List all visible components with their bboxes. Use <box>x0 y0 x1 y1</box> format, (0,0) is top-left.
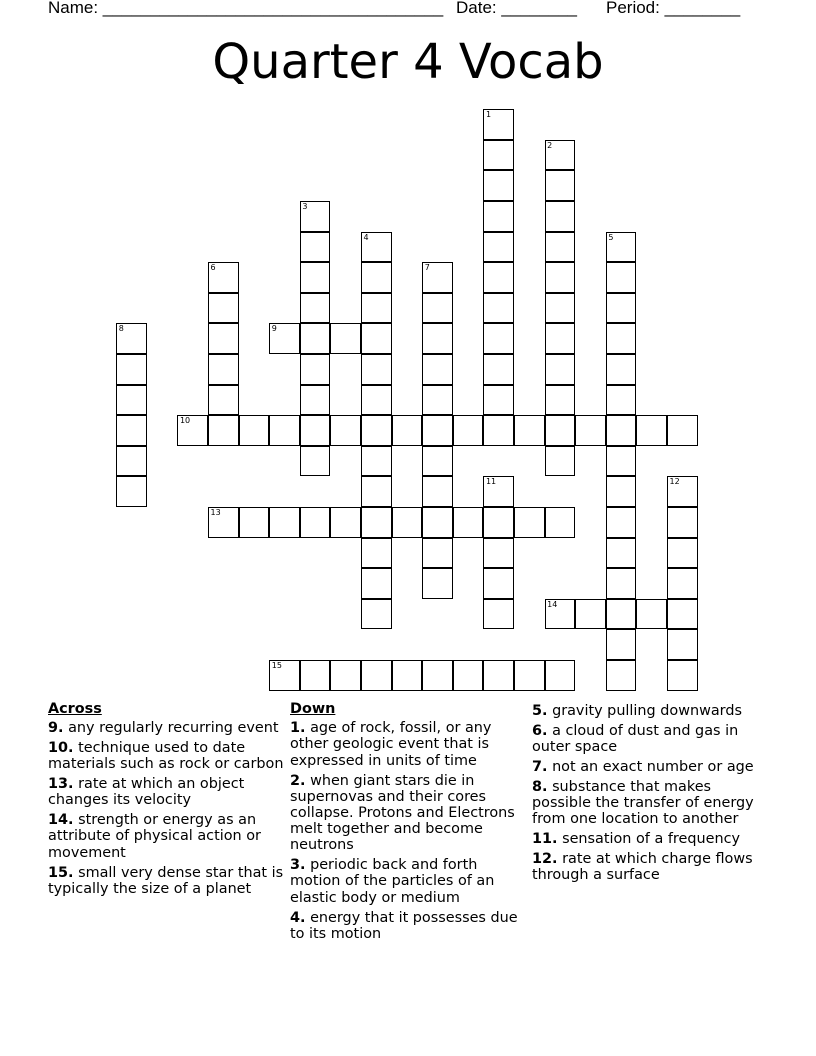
grid-cell[interactable] <box>361 660 392 691</box>
clue-number: 5 <box>608 232 614 242</box>
clue-down-5: 5. gravity pulling downwards <box>532 703 742 719</box>
date-field[interactable]: Date: ________ <box>456 0 577 17</box>
grid-cell[interactable] <box>422 660 453 691</box>
grid-cell[interactable] <box>545 446 576 477</box>
grid-cell[interactable] <box>606 385 637 416</box>
grid-cell[interactable] <box>361 232 392 263</box>
grid-cell[interactable] <box>300 415 331 446</box>
grid-cell[interactable] <box>239 415 270 446</box>
grid-cell[interactable] <box>575 599 606 630</box>
grid-cell[interactable] <box>483 660 514 691</box>
grid-cell[interactable] <box>361 446 392 477</box>
grid-cell[interactable] <box>422 538 453 569</box>
grid-cell[interactable] <box>606 323 637 354</box>
grid-cell[interactable] <box>361 293 392 324</box>
grid-cell[interactable] <box>361 262 392 293</box>
grid-cell[interactable] <box>483 476 514 507</box>
grid-cell[interactable] <box>606 568 637 599</box>
grid-cell[interactable] <box>514 415 545 446</box>
clue-number: 2 <box>547 140 553 150</box>
grid-cell[interactable] <box>208 262 239 293</box>
grid-cell[interactable] <box>483 109 514 140</box>
grid-cell[interactable] <box>667 629 698 660</box>
grid-cell[interactable] <box>422 262 453 293</box>
grid-cell[interactable] <box>116 476 147 507</box>
grid-cell[interactable] <box>422 446 453 477</box>
grid-cell[interactable] <box>422 568 453 599</box>
clue-number: 6 <box>210 263 216 273</box>
grid-cell[interactable] <box>392 507 423 538</box>
grid-cell[interactable] <box>361 538 392 569</box>
grid-cell[interactable] <box>392 660 423 691</box>
clue-down-8: 8. substance that makes possible the transfer of energy from one location to another <box>532 778 754 828</box>
grid-cell[interactable] <box>514 660 545 691</box>
grid-cell[interactable] <box>667 476 698 507</box>
grid-cell[interactable] <box>116 323 147 354</box>
grid-cell[interactable] <box>300 507 331 538</box>
clue-down-1: 1. age of rock, fossil, or any other geologic event that is expressed in units of time <box>290 720 492 769</box>
grid-cell[interactable] <box>330 660 361 691</box>
grid-cell[interactable] <box>300 323 331 354</box>
grid-cell[interactable] <box>300 446 331 477</box>
grid-cell[interactable] <box>116 385 147 416</box>
grid-cell[interactable] <box>269 507 300 538</box>
clue-number: 1 <box>485 110 492 120</box>
grid-cell[interactable] <box>514 507 545 538</box>
grid-cell[interactable] <box>116 354 147 385</box>
clue-number: 9 <box>271 324 277 334</box>
grid-cell[interactable] <box>606 476 637 507</box>
grid-cell[interactable] <box>667 599 698 630</box>
grid-cell[interactable] <box>483 323 514 354</box>
grid-cell[interactable] <box>545 170 576 201</box>
grid-cell[interactable] <box>545 385 576 416</box>
grid-cell[interactable] <box>208 354 239 385</box>
grid-cell[interactable] <box>606 599 637 630</box>
grid-cell[interactable] <box>330 507 361 538</box>
grid-cell[interactable] <box>483 599 514 630</box>
grid-cell[interactable] <box>606 232 637 263</box>
grid-cell[interactable] <box>361 323 392 354</box>
grid-cell[interactable] <box>208 507 239 538</box>
grid-cell[interactable] <box>667 415 698 446</box>
clue-across-9: 9. any regularly recurring event <box>48 720 279 737</box>
clue-number: 3 <box>302 202 308 212</box>
grid-cell[interactable] <box>300 385 331 416</box>
grid-cell[interactable] <box>300 660 331 691</box>
clue-across-10: 10. technique used to date materials such as rock or carbon <box>48 740 284 773</box>
clue-number: 7 <box>424 263 430 273</box>
name-field[interactable]: Name: ____________________________________ <box>48 0 444 17</box>
grid-cell[interactable] <box>300 293 331 324</box>
grid-cell[interactable] <box>545 262 576 293</box>
clue-number: 8 <box>118 324 124 334</box>
clue-across-14: 14. strength or energy as an attribute of physical action or movement <box>48 812 261 861</box>
grid-cell[interactable] <box>330 323 361 354</box>
clue-across-15: 15. small very dense star that is typically the size of a planet <box>48 864 284 897</box>
clue-down-11: 11. sensation of a frequency <box>532 831 741 848</box>
grid-cell[interactable] <box>667 538 698 569</box>
grid-cell[interactable] <box>453 415 484 446</box>
grid-cell[interactable] <box>361 507 392 538</box>
clue-number: 13 <box>210 508 221 518</box>
clue-down-12: 12. rate at which charge flows through a surface <box>532 851 753 884</box>
grid-cell[interactable] <box>422 507 453 538</box>
grid-cell[interactable] <box>483 568 514 599</box>
grid-cell[interactable] <box>361 476 392 507</box>
grid-cell[interactable] <box>422 354 453 385</box>
grid-cell[interactable] <box>483 170 514 201</box>
grid-cell[interactable] <box>300 262 331 293</box>
grid-cell[interactable] <box>606 507 637 538</box>
clue-number: 15 <box>271 661 282 671</box>
grid-cell[interactable] <box>483 385 514 416</box>
grid-cell[interactable] <box>422 385 453 416</box>
grid-cell[interactable] <box>636 415 667 446</box>
grid-cell[interactable] <box>361 354 392 385</box>
grid-cell[interactable] <box>239 507 270 538</box>
page-title: Quarter 4 Vocab <box>212 34 604 90</box>
grid-cell[interactable] <box>208 323 239 354</box>
grid-cell[interactable] <box>422 415 453 446</box>
clue-down-3: 3. periodic back and forth motion of the particles of an elastic body or medium <box>290 857 495 906</box>
down-heading: Down <box>290 701 336 717</box>
grid-cell[interactable] <box>606 538 637 569</box>
clue-down-2: 2. when giant stars die in supernovas and their cores collapse. Protons and Electrons melt together and become neutrons <box>290 772 515 854</box>
grid-cell[interactable] <box>545 660 576 691</box>
grid-cell[interactable] <box>667 568 698 599</box>
clue-down-7: 7. not an exact number or age <box>532 758 754 775</box>
grid-cell[interactable] <box>361 599 392 630</box>
grid-cell[interactable] <box>545 599 576 630</box>
clue-number: 12 <box>669 477 680 487</box>
grid-cell[interactable] <box>606 354 637 385</box>
grid-cell[interactable] <box>545 507 576 538</box>
grid-cell[interactable] <box>545 323 576 354</box>
grid-cell[interactable] <box>361 568 392 599</box>
grid-cell[interactable] <box>483 538 514 569</box>
grid-cell[interactable] <box>483 262 514 293</box>
grid-cell[interactable] <box>177 415 208 446</box>
grid-cell[interactable] <box>453 660 484 691</box>
grid-cell[interactable] <box>483 140 514 171</box>
grid-cell[interactable] <box>545 140 576 171</box>
grid-cell[interactable] <box>606 415 637 446</box>
grid-cell[interactable] <box>269 415 300 446</box>
grid-cell[interactable] <box>483 293 514 324</box>
clue-across-13: 13. rate at which an object changes its velocity <box>48 776 245 809</box>
grid-cell[interactable] <box>422 476 453 507</box>
grid-cell[interactable] <box>361 415 392 446</box>
clue-down-4: 4. energy that it possesses due to its motion <box>290 909 518 942</box>
grid-cell[interactable] <box>545 415 576 446</box>
grid-cell[interactable] <box>483 507 514 538</box>
grid-cell[interactable] <box>606 293 637 324</box>
grid-cell[interactable] <box>483 232 514 263</box>
grid-cell[interactable] <box>483 201 514 232</box>
clue-down-6: 6. a cloud of dust and gas in outer space <box>532 722 739 756</box>
grid-cell[interactable] <box>392 415 423 446</box>
grid-cell[interactable] <box>545 201 576 232</box>
grid-cell[interactable] <box>269 323 300 354</box>
grid-cell[interactable] <box>606 262 637 293</box>
grid-cell[interactable] <box>422 323 453 354</box>
grid-cell[interactable] <box>300 201 331 232</box>
grid-cell[interactable] <box>636 599 667 630</box>
grid-cell[interactable] <box>545 354 576 385</box>
across-heading: Across <box>48 701 102 717</box>
grid-cell[interactable] <box>545 232 576 263</box>
grid-cell[interactable] <box>300 354 331 385</box>
clue-number: 11 <box>485 477 497 487</box>
across-clues <box>48 701 284 901</box>
grid-cell[interactable] <box>208 385 239 416</box>
period-field[interactable]: Period: ________ <box>606 0 741 17</box>
grid-cell[interactable] <box>269 660 300 691</box>
grid-cell[interactable] <box>483 415 514 446</box>
grid-cell[interactable] <box>667 507 698 538</box>
grid-cell[interactable] <box>361 385 392 416</box>
grid-cell[interactable] <box>116 415 147 446</box>
grid-cell[interactable] <box>545 293 576 324</box>
grid-cell[interactable] <box>606 660 637 691</box>
grid-cell[interactable] <box>667 660 698 691</box>
grid-cell[interactable] <box>575 415 606 446</box>
grid-cell[interactable] <box>483 354 514 385</box>
grid-cell[interactable] <box>208 415 239 446</box>
grid-cell[interactable] <box>606 629 637 660</box>
down-clues-col2 <box>532 703 772 887</box>
clue-number: 14 <box>547 599 558 609</box>
grid-cell[interactable] <box>606 446 637 477</box>
grid-cell[interactable] <box>208 293 239 324</box>
clue-number: 4 <box>363 232 369 242</box>
clue-number: 10 <box>179 416 191 426</box>
grid-cell[interactable] <box>453 507 484 538</box>
grid-cell[interactable] <box>422 293 453 324</box>
grid-cell[interactable] <box>300 232 331 263</box>
down-clues-col1 <box>290 701 530 946</box>
grid-cell[interactable] <box>116 446 147 477</box>
grid-cell[interactable] <box>330 415 361 446</box>
